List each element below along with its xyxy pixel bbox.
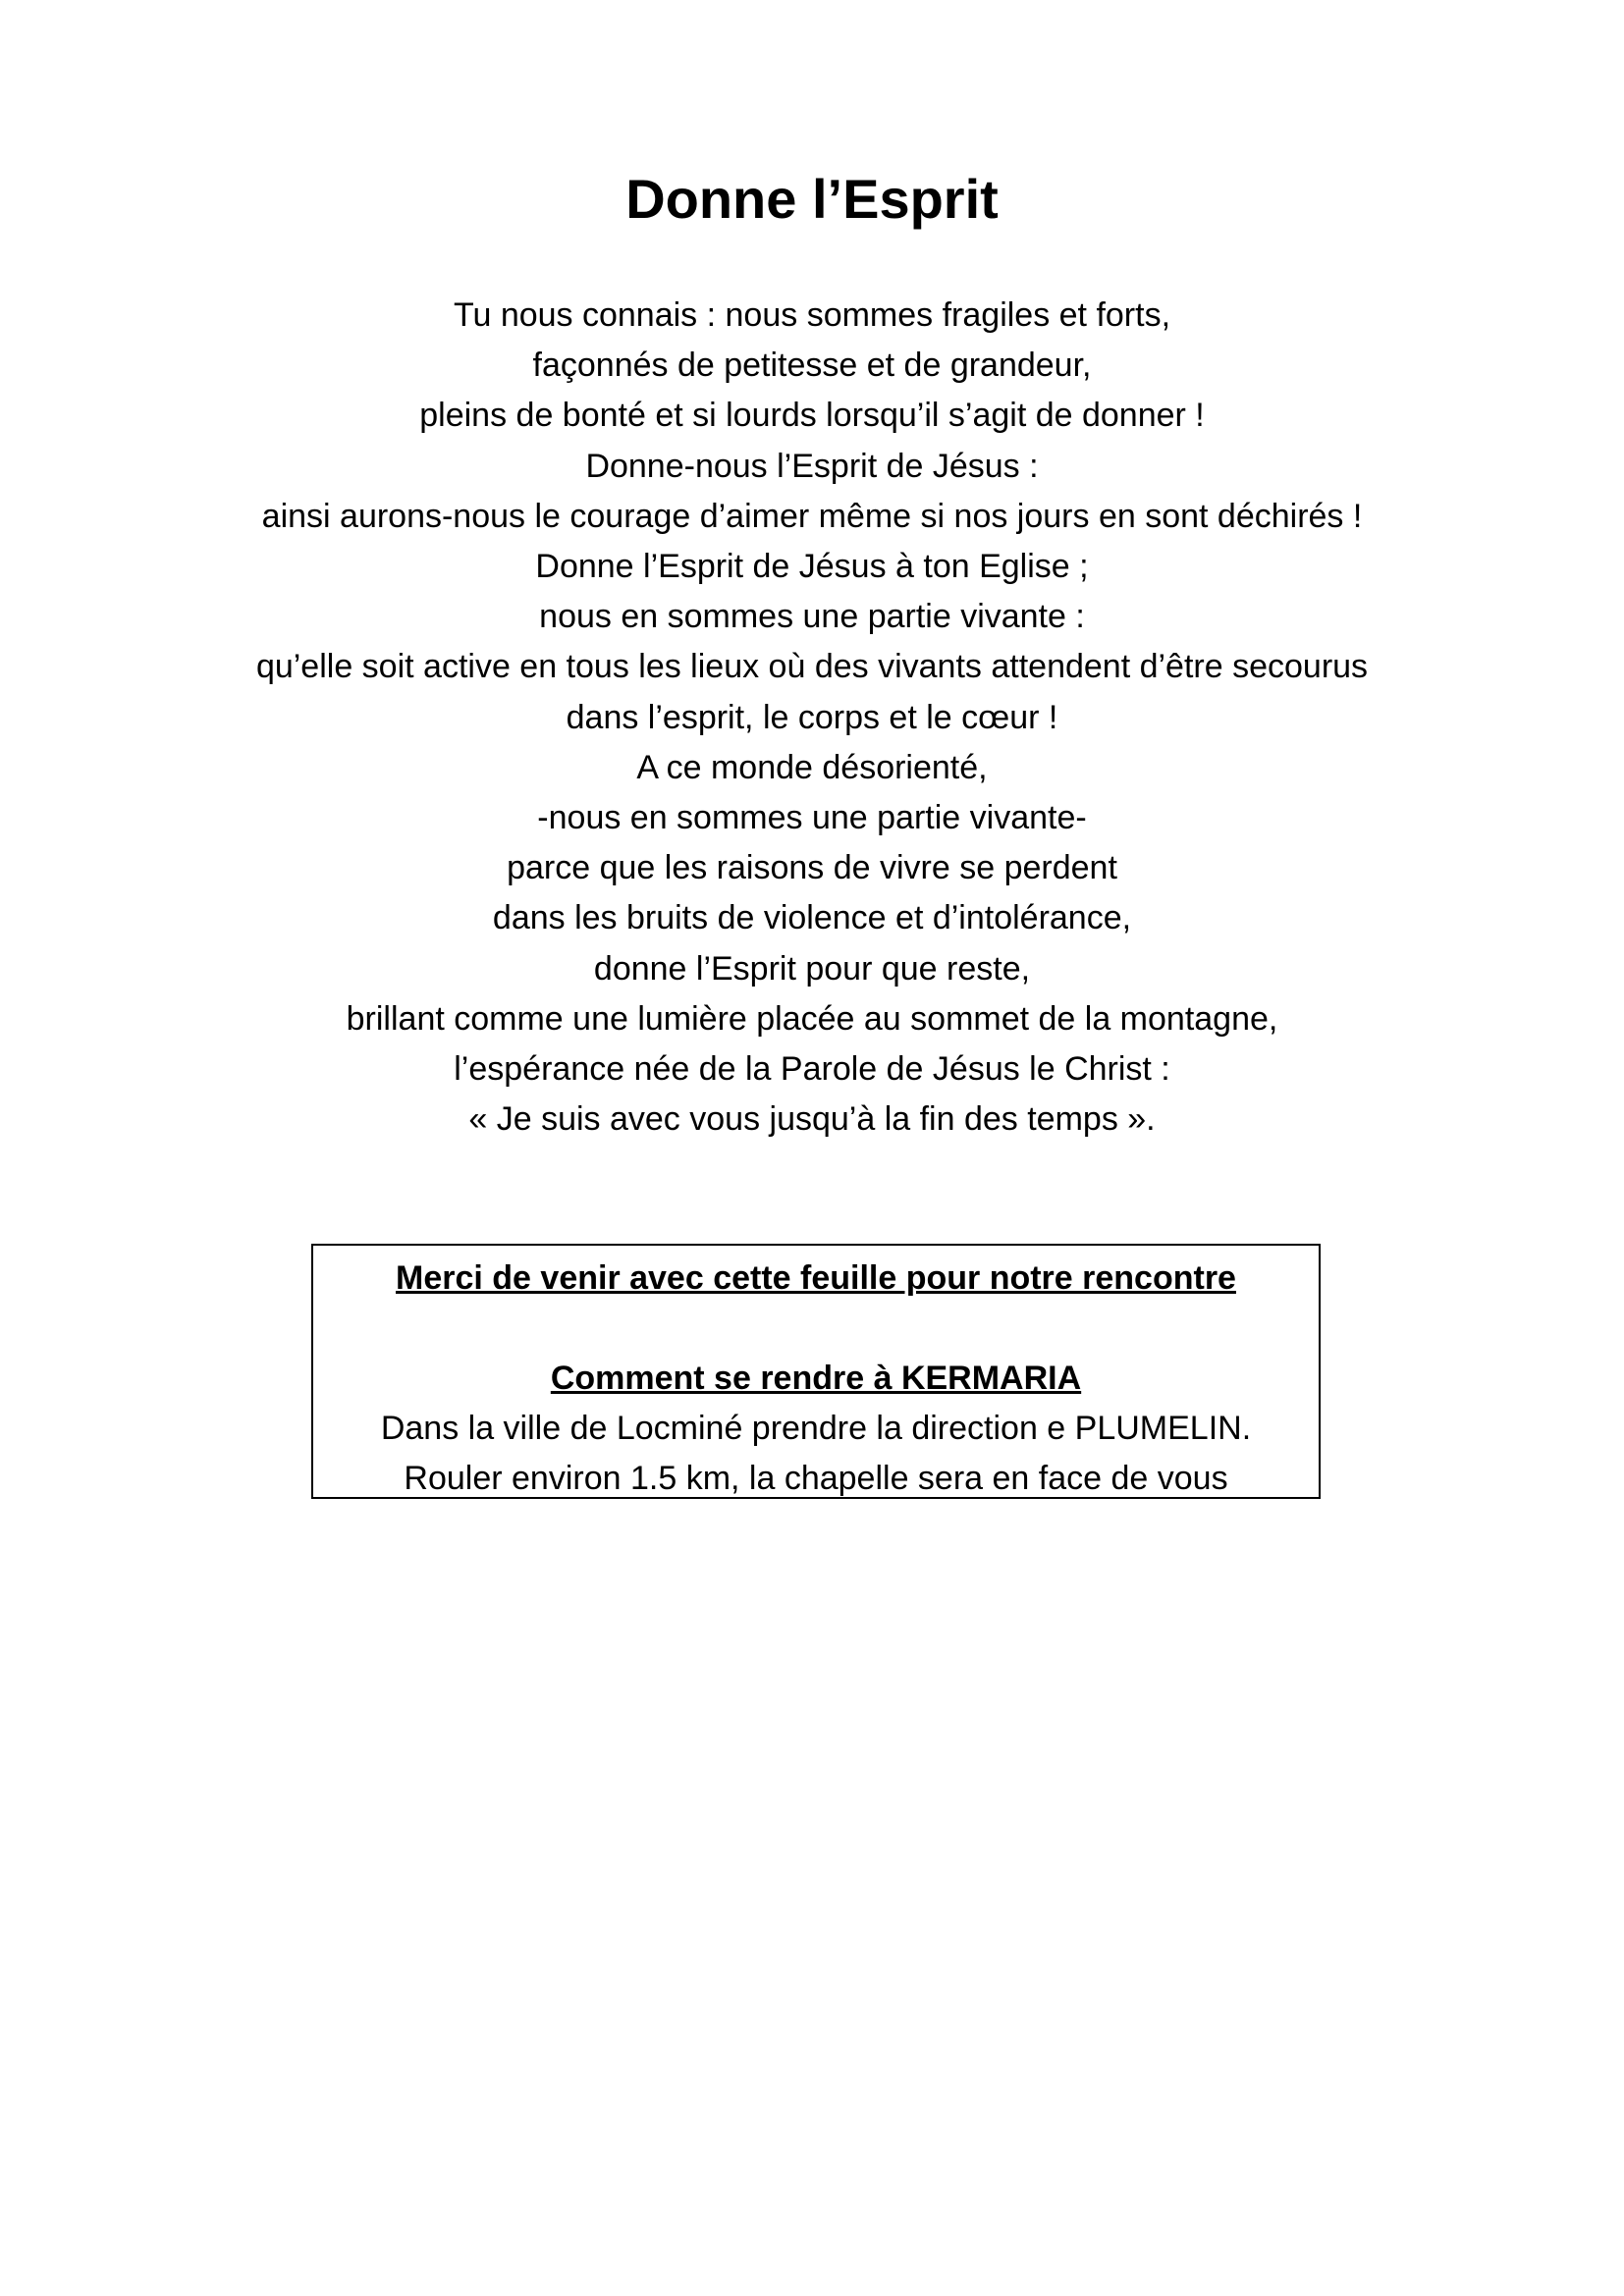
poem-body	[0, 291, 1624, 1145]
bring-sheet-heading: Merci de venir avec cette feuille pour notre rencontre	[396, 1259, 1236, 1297]
poem-line: qu’elle soit active en tous les lieux où des vivants attendent d’être secourus	[255, 648, 1369, 686]
poem-line: façonnés de petitesse et de grandeur,	[532, 347, 1092, 385]
poem-line: pleins de bonté et si lourds lorsqu’il s’agit de donner !	[419, 397, 1205, 435]
poem-line: Donne-nous l’Esprit de Jésus :	[585, 447, 1039, 485]
directions-heading: Comment se rendre à KERMARIA	[550, 1360, 1082, 1397]
poem-line: nous en sommes une partie vivante :	[539, 598, 1085, 636]
poem-line: l’espérance née de la Parole de Jésus le Christ :	[454, 1050, 1170, 1089]
directions-line: Dans la ville de Locminé prendre la direction e PLUMELIN.	[380, 1410, 1252, 1447]
poem-line: Tu nous connais : nous sommes fragiles et forts,	[453, 296, 1171, 334]
poem-line: « Je suis avec vous jusqu’à la fin des temps ».	[468, 1100, 1156, 1139]
directions-line: Rouler environ 1.5 km, la chapelle sera en face de vous	[404, 1460, 1228, 1497]
poem-line: A ce monde désorienté,	[636, 748, 988, 786]
page-title: Donne l’Esprit	[625, 168, 999, 230]
poem-line: brillant comme une lumière placée au sommet de la montagne,	[346, 999, 1278, 1038]
poem-line: parce que les raisons de vivre se perdent	[507, 849, 1117, 887]
box-spacer	[313, 1304, 1319, 1354]
poem-line: -nous en sommes une partie vivante-	[537, 799, 1087, 837]
poem-line: ainsi aurons-nous le courage d’aimer même si nos jours en sont déchirés !	[261, 497, 1363, 535]
poem-line: Donne l’Esprit de Jésus à ton Eglise ;	[535, 548, 1089, 586]
directions-box	[311, 1244, 1321, 1499]
poem-line: dans l’esprit, le corps et le cœur !	[566, 698, 1058, 736]
poem-line: donne l’Esprit pour que reste,	[593, 949, 1031, 988]
poem-line: dans les bruits de violence et d’intolérance,	[492, 899, 1132, 937]
